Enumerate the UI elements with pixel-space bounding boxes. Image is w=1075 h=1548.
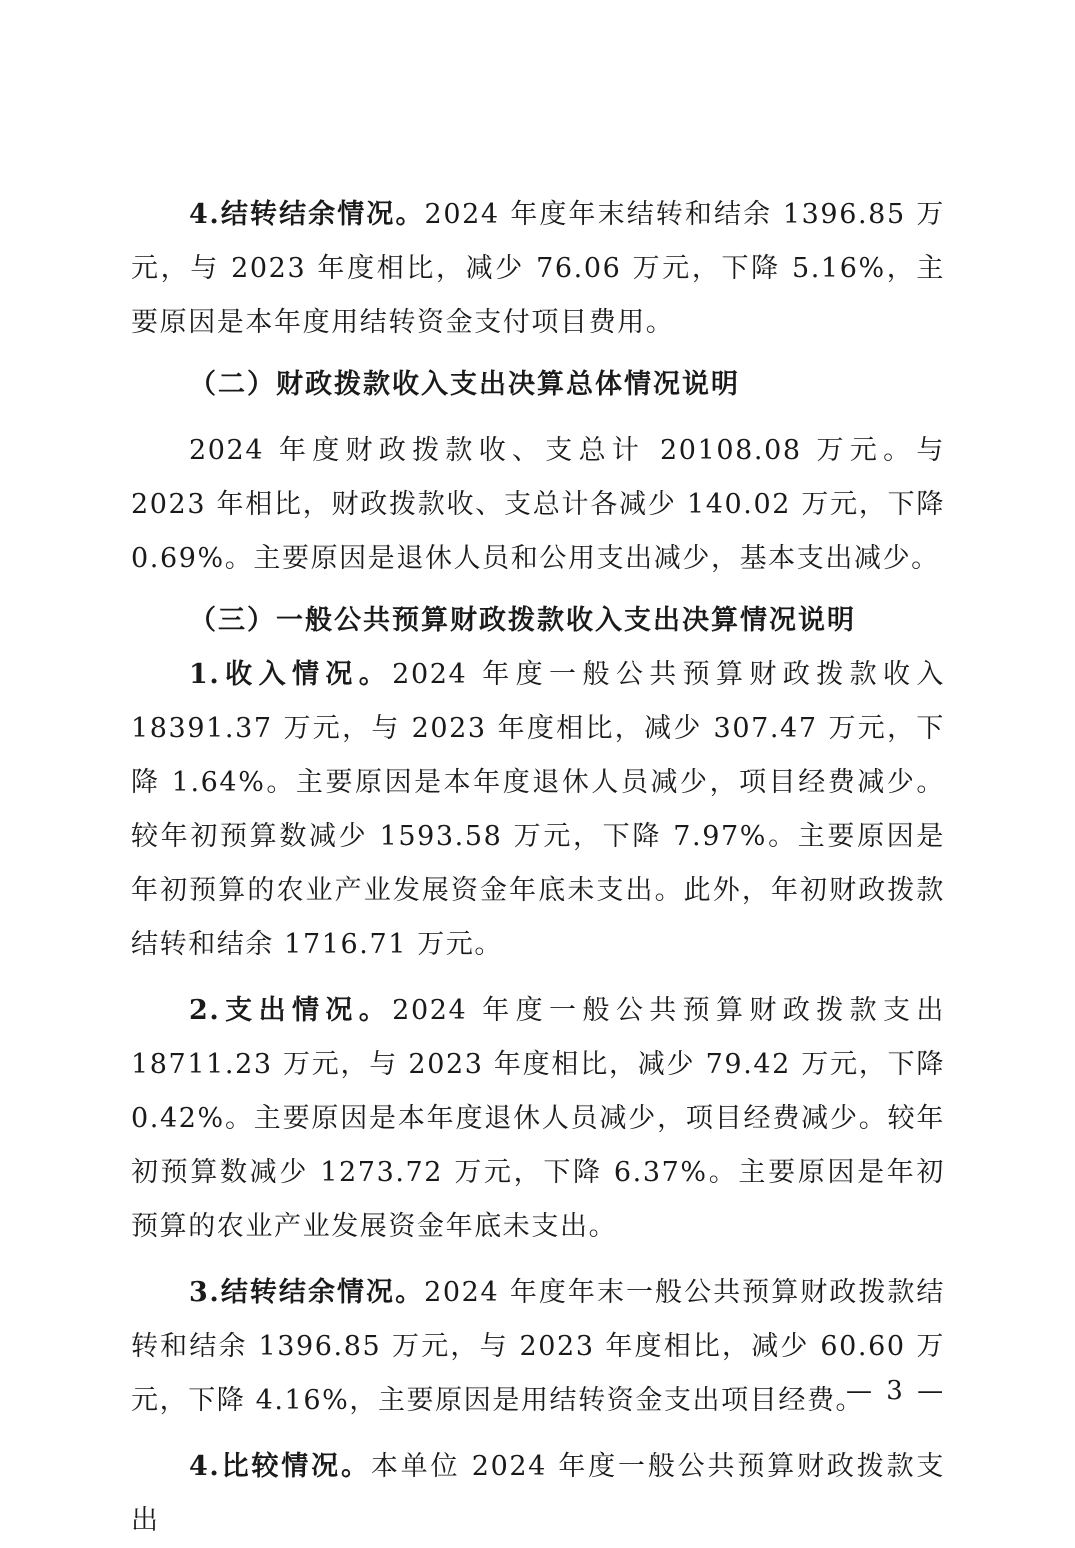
page-number: — 3 — (846, 1376, 947, 1406)
paragraph-text: 2024 年度年末结转和结余 1396.85 万元，与 2023 年度相比，减少 76.06 万元，下降 5.16%，主要原因是本年度用结转资金支付项目费用。 (131, 199, 945, 338)
section-heading-3: （三）一般公共预算财政拨款收入支出决算情况说明 (189, 605, 856, 636)
paragraph-lead: 2.支出情况。 (189, 995, 393, 1026)
paragraph-fiscal-total (131, 424, 945, 586)
paragraph-text: 2024 年度一般公共预算财政拨款收入 18391.37 万元，与 2023 年度相比，减少 307.47 万元，下降 1.64%。主要原因是本年度退休人员减少，项目经费减少。较年初预算数减少 1593.58 万元，下降 7.97%。主要原因是年初预算的农业产业发展资金年底未支出。此外，年初财政拨款结转和结余 1716.71 万元。 (131, 659, 946, 960)
paragraph-income (131, 648, 945, 972)
paragraph-text: 本单位 2024 年度一般公共预算财政拨款支出 (131, 1451, 946, 1536)
paragraph-expenditure (131, 984, 945, 1254)
paragraph-lead: 4.结转结余情况。 (189, 199, 425, 230)
paragraph-general-carryover (131, 1266, 945, 1428)
paragraph-text: 2024 年度年末一般公共预算财政拨款结转和结余 1396.85 万元，与 2023 年度相比，减少 60.60 万元，下降 4.16%，主要原因是用结转资金支出项目经费。 (131, 1277, 945, 1416)
paragraph-text: 2024 年度财政拨款收、支总计 20108.08 万元。与 2023 年相比，财政拨款收、支总计各减少 140.02 万元，下降 0.69%。主要原因是退休人员和公用支出减少，基本支出减少。 (131, 435, 945, 574)
paragraph-comparison (131, 1440, 945, 1548)
document-body (131, 188, 945, 1548)
paragraph-carryover-balance (131, 188, 945, 350)
section-heading-2: （二）财政拨款收入支出决算总体情况说明 (189, 369, 740, 400)
paragraph-lead: 4.比较情况。 (189, 1451, 371, 1482)
paragraph-lead: 3.结转结余情况。 (189, 1277, 425, 1308)
paragraph-text: 2024 年度一般公共预算财政拨款支出 18711.23 万元，与 2023 年度相比，减少 79.42 万元，下降 0.42%。主要原因是本年度退休人员减少，项目经费减少。较年初预算数减少 1273.72 万元，下降 6.37%。主要原因是年初预算的农业产业发展资金年底未支出。 (131, 995, 946, 1242)
paragraph-lead: 1.收入情况。 (189, 659, 393, 690)
